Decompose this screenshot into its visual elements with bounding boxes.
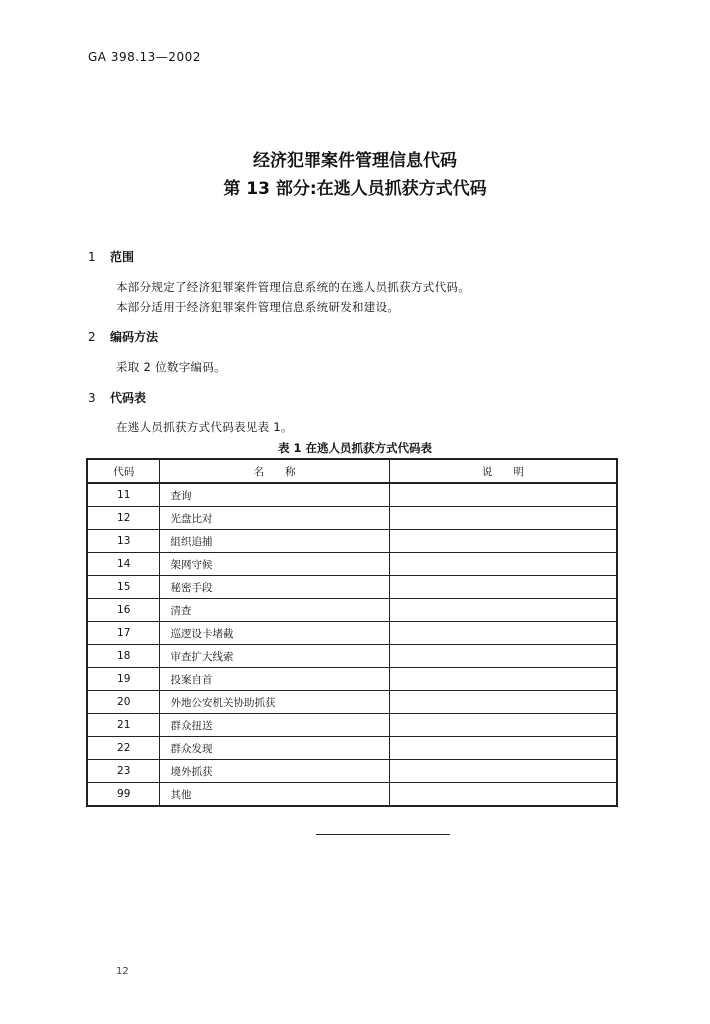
section-heading-code-table <box>88 389 146 406</box>
table-row <box>87 668 617 691</box>
cell-name: 群众发现 <box>160 737 389 760</box>
cell-code: 18 <box>87 645 160 668</box>
cell-code: 99 <box>87 783 160 807</box>
cell-name: 巡逻设卡堵截 <box>160 622 389 645</box>
section-title: 范围 <box>110 250 135 264</box>
cell-note <box>389 507 617 530</box>
cell-name: 組织追捕 <box>160 530 389 553</box>
table-row <box>87 599 617 622</box>
cell-name: 审查扩大线索 <box>160 645 389 668</box>
cell-name: 光盘比对 <box>160 507 389 530</box>
section-title: 编码方法 <box>110 330 159 344</box>
document-code: GA 398.13—2002 <box>88 50 201 64</box>
cell-code: 14 <box>87 553 160 576</box>
table-row <box>87 783 617 807</box>
cell-name: 投案自首 <box>160 668 389 691</box>
cell-code: 22 <box>87 737 160 760</box>
section-number: 3 <box>88 391 96 405</box>
page-number: 12 <box>116 966 129 977</box>
cell-note <box>389 622 617 645</box>
paragraph: 本部分规定了经济犯罪案件管理信息系统的在逃人员抓获方式代码。 <box>116 280 470 294</box>
cell-code: 17 <box>87 622 160 645</box>
cell-note <box>389 760 617 783</box>
table-row <box>87 760 617 783</box>
table-caption: 表 1 在逃人员抓获方式代码表 <box>277 441 432 455</box>
section-title: 代码表 <box>110 391 147 405</box>
table-row <box>87 483 617 507</box>
table-row <box>87 553 617 576</box>
table-row <box>87 645 617 668</box>
cell-name: 查询 <box>160 483 389 507</box>
cell-note <box>389 599 617 622</box>
end-rule <box>316 834 450 835</box>
cell-name: 清查 <box>160 599 389 622</box>
table-header-row <box>87 459 617 483</box>
cell-code: 20 <box>87 691 160 714</box>
paragraph: 本部分适用于经济犯罪案件管理信息系统研发和建设。 <box>116 300 400 314</box>
section-heading-scope <box>88 248 134 265</box>
section-number: 2 <box>88 330 96 344</box>
cell-name: 架网守候 <box>160 553 389 576</box>
cell-code: 13 <box>87 530 160 553</box>
cell-note <box>389 783 617 807</box>
cell-note <box>389 553 617 576</box>
table-row <box>87 737 617 760</box>
header-name: 名 称 <box>160 459 389 483</box>
cell-name: 外地公安机关协助抓获 <box>160 691 389 714</box>
cell-note <box>389 530 617 553</box>
cell-note <box>389 483 617 507</box>
cell-name: 其他 <box>160 783 389 807</box>
cell-code: 19 <box>87 668 160 691</box>
cell-name: 境外抓获 <box>160 760 389 783</box>
document-title: 经济犯罪案件管理信息代码 <box>253 151 457 171</box>
cell-name: 秘密手段 <box>160 576 389 599</box>
cell-code: 23 <box>87 760 160 783</box>
cell-code: 11 <box>87 483 160 507</box>
section-heading-encoding <box>88 328 158 345</box>
header-code: 代码 <box>87 459 160 483</box>
paragraph: 采取 2 位数字编码。 <box>116 360 226 374</box>
cell-code: 21 <box>87 714 160 737</box>
cell-note <box>389 576 617 599</box>
table-row <box>87 576 617 599</box>
table-row <box>87 622 617 645</box>
header-note: 说 明 <box>389 459 617 483</box>
cell-note <box>389 737 617 760</box>
cell-code: 15 <box>87 576 160 599</box>
cell-code: 16 <box>87 599 160 622</box>
code-table <box>86 458 618 807</box>
section-number: 1 <box>88 250 96 264</box>
table-row <box>87 507 617 530</box>
cell-code: 12 <box>87 507 160 530</box>
cell-name: 群众扭送 <box>160 714 389 737</box>
paragraph: 在逃人员抓获方式代码表见表 1。 <box>116 420 293 434</box>
document-subtitle: 第 13 部分:在逃人员抓获方式代码 <box>223 179 487 199</box>
table-row <box>87 691 617 714</box>
cell-note <box>389 691 617 714</box>
cell-note <box>389 668 617 691</box>
table-row <box>87 530 617 553</box>
cell-note <box>389 714 617 737</box>
table-row <box>87 714 617 737</box>
cell-note <box>389 645 617 668</box>
